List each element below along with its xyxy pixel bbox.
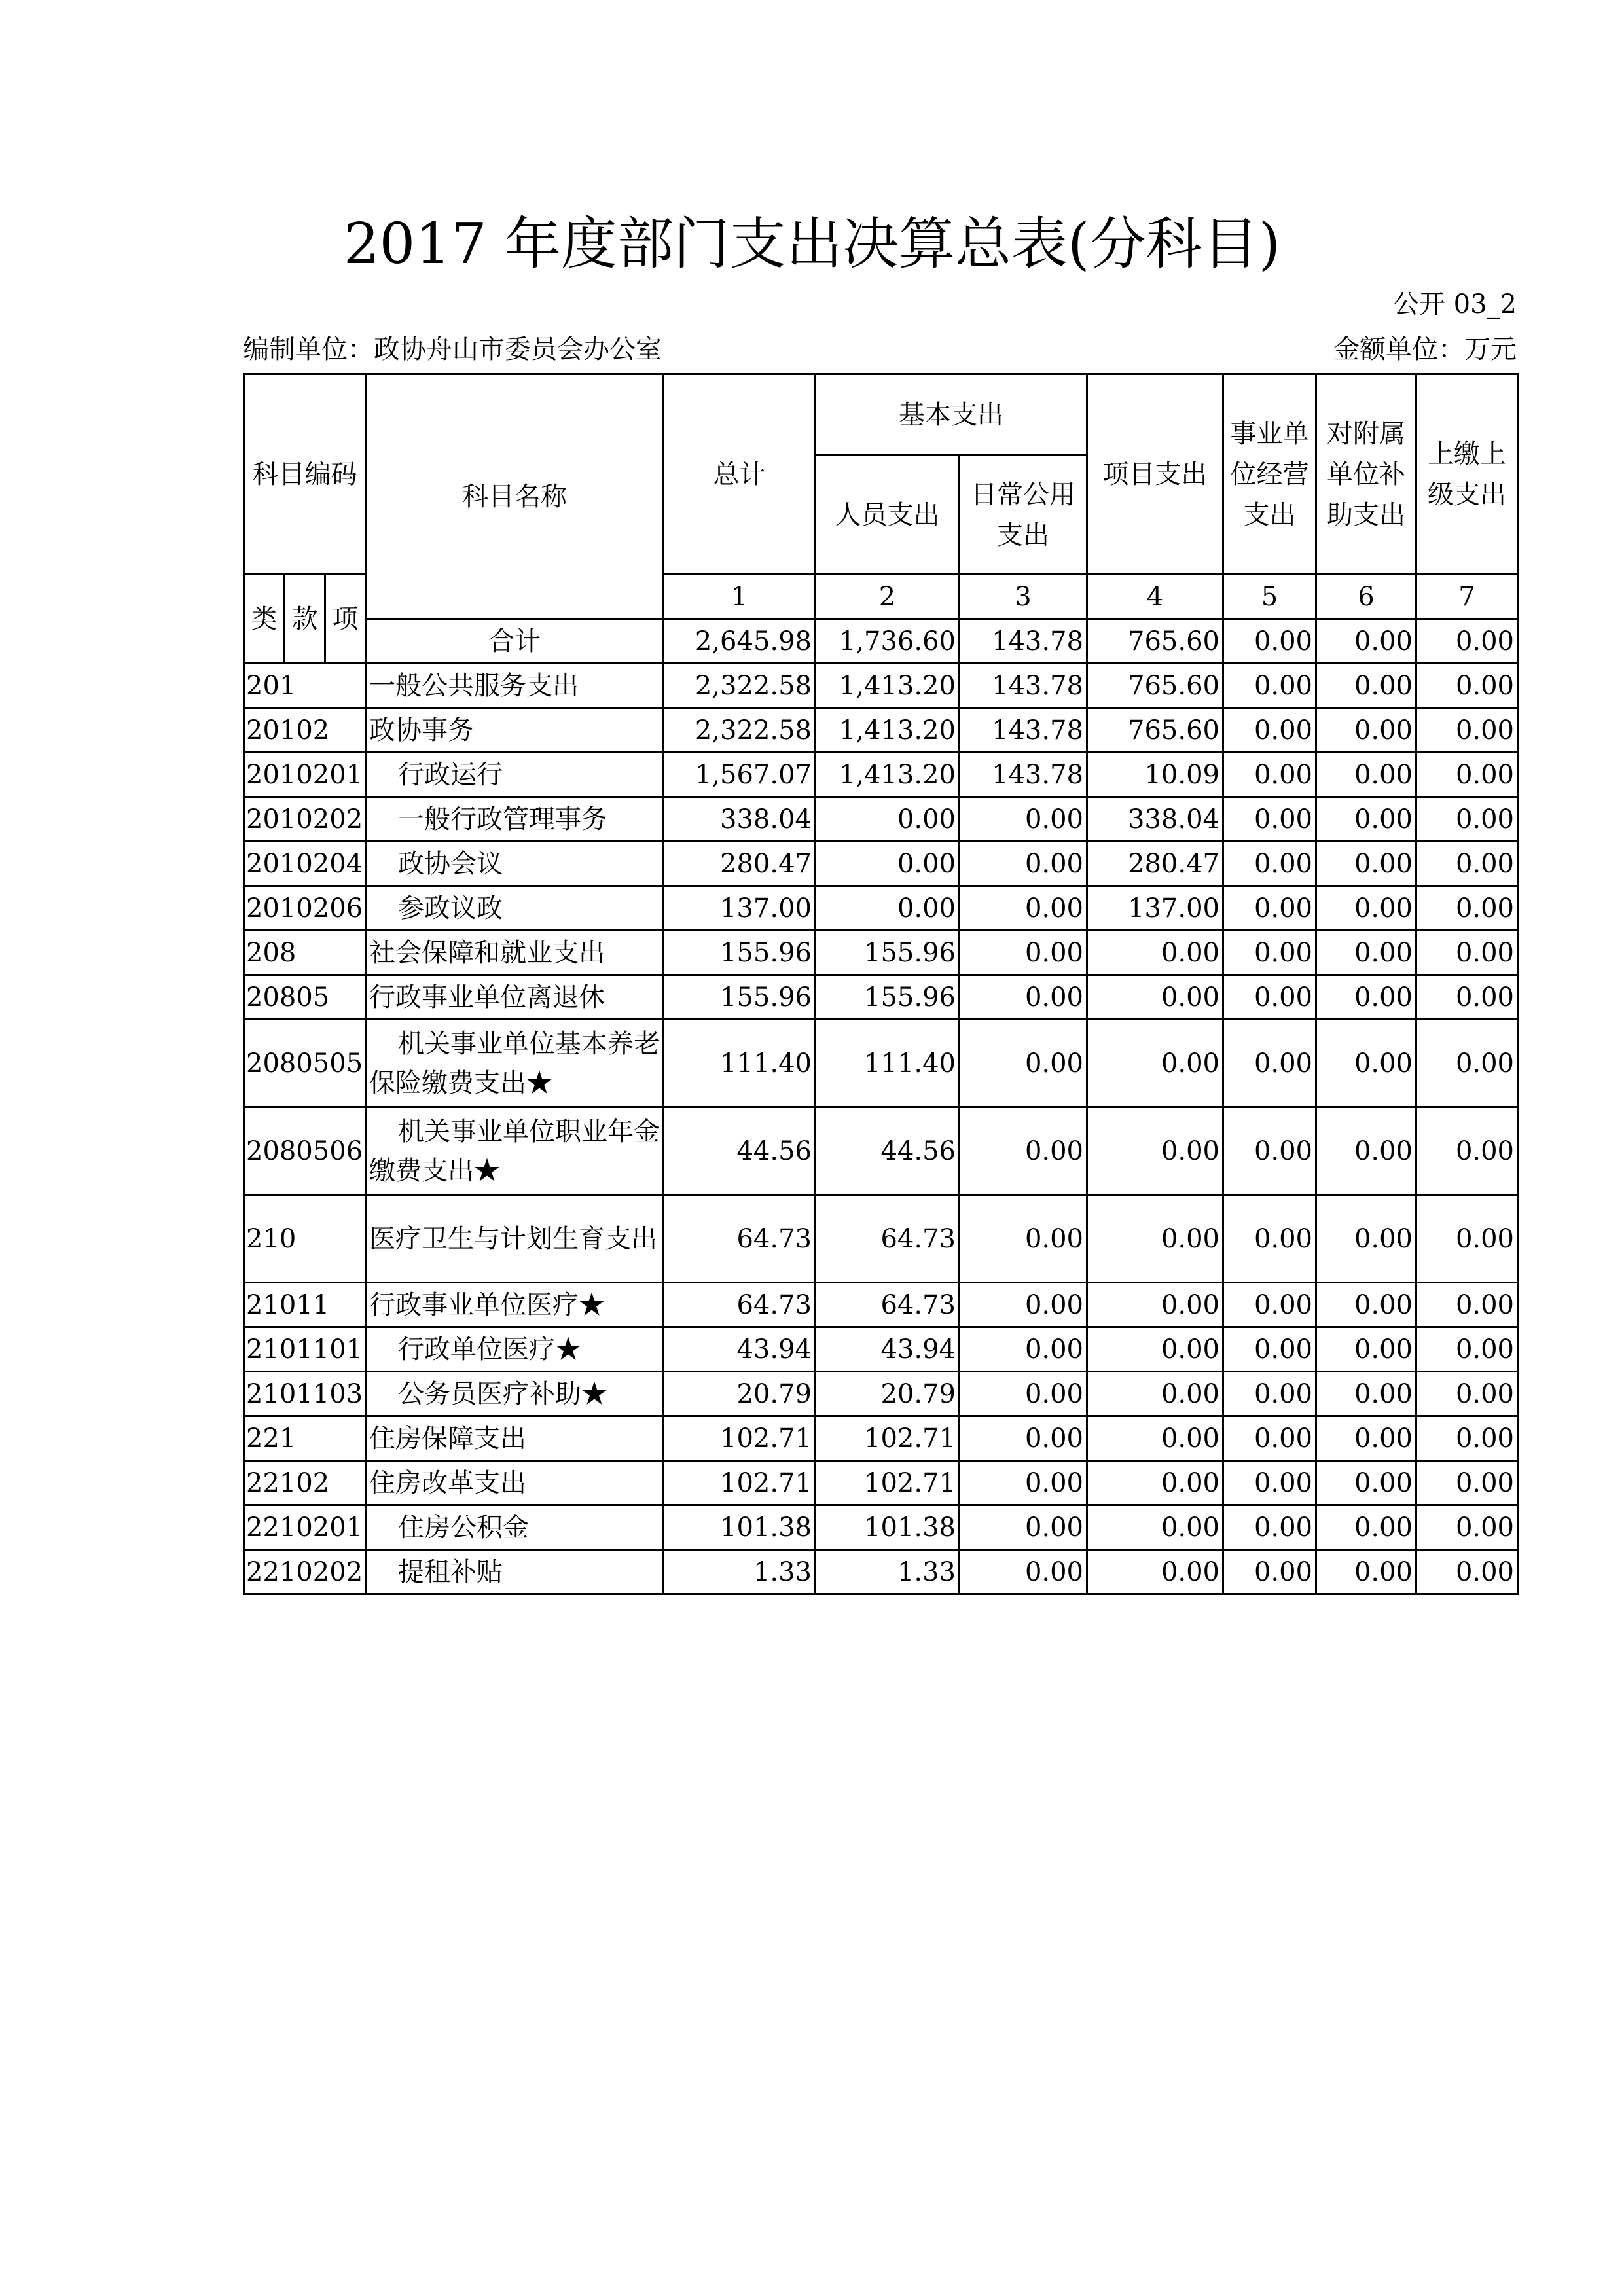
amount-cell: 0.00 — [960, 1505, 1087, 1550]
amount-cell: 1,567.07 — [664, 753, 816, 797]
subject-name: 一般公共服务支出 — [366, 664, 664, 708]
header-daily: 日常公用支出 — [960, 456, 1087, 575]
amount-cell: 0.00 — [1316, 708, 1416, 753]
subject-code: 2101103 — [244, 1372, 366, 1416]
amount-cell: 0.00 — [960, 1416, 1087, 1461]
amount-cell: 280.47 — [1087, 842, 1223, 886]
subject-name: 社会保障和就业支出 — [366, 931, 664, 975]
amount-cell: 0.00 — [960, 886, 1087, 931]
amount-cell: 0.00 — [1223, 664, 1316, 708]
amount-cell: 0.00 — [1087, 1020, 1223, 1107]
amount-cell: 0.00 — [1416, 708, 1518, 753]
total-label: 合计 — [366, 619, 664, 664]
table-row — [244, 1107, 1518, 1195]
amount-cell: 0.00 — [1223, 1327, 1316, 1372]
amount-cell: 0.00 — [1416, 753, 1518, 797]
table-row — [244, 1372, 1518, 1416]
amount-cell: 0.00 — [960, 797, 1087, 842]
amount-cell: 0.00 — [1316, 664, 1416, 708]
amount-cell: 20.79 — [664, 1372, 816, 1416]
subject-name: 机关事业单位职业年金缴费支出★ — [366, 1107, 664, 1195]
header-name: 科目名称 — [366, 374, 664, 619]
form-code: 公开 03_2 — [1392, 289, 1517, 319]
amount-cell: 0.00 — [1416, 1416, 1518, 1461]
amount-cell: 0.00 — [1316, 1195, 1416, 1283]
amount-cell: 0.00 — [816, 842, 960, 886]
amount-cell: 155.96 — [816, 931, 960, 975]
subject-name: 政协事务 — [366, 708, 664, 753]
column-number: 6 — [1316, 575, 1416, 619]
amount-cell: 0.00 — [1416, 664, 1518, 708]
amount-cell: 0.00 — [1316, 1107, 1416, 1195]
amount-cell: 143.78 — [960, 664, 1087, 708]
amount-cell: 1.33 — [816, 1550, 960, 1594]
amount-cell: 0.00 — [960, 1372, 1087, 1416]
amount-cell: 0.00 — [1416, 1195, 1518, 1283]
amount-cell: 64.73 — [816, 1283, 960, 1327]
amount-cell: 1.33 — [664, 1550, 816, 1594]
header-project: 项目支出 — [1087, 374, 1223, 575]
header-lei: 类 — [244, 575, 285, 664]
compiling-unit: 编制单位：政协舟山市委员会办公室 — [243, 334, 662, 365]
subject-code: 208 — [244, 931, 366, 975]
subject-code: 2101101 — [244, 1327, 366, 1372]
amount-cell: 0.00 — [1416, 1283, 1518, 1327]
subject-code: 221 — [244, 1416, 366, 1461]
amount-cell: 44.56 — [816, 1107, 960, 1195]
table-row — [244, 1195, 1518, 1283]
amount-cell: 43.94 — [816, 1327, 960, 1372]
table-row — [244, 1327, 1518, 1372]
amount-cell: 0.00 — [960, 1327, 1087, 1372]
amount-cell: 102.71 — [816, 1416, 960, 1461]
amount-cell: 0.00 — [1316, 1327, 1416, 1372]
amount-cell: 0.00 — [1416, 797, 1518, 842]
subject-name: 一般行政管理事务 — [366, 797, 664, 842]
column-number: 5 — [1223, 575, 1316, 619]
amount-cell: 0.00 — [1316, 931, 1416, 975]
amount-cell: 0.00 — [1087, 1550, 1223, 1594]
amount-cell: 0.00 — [1416, 1372, 1518, 1416]
amount-cell: 0.00 — [1316, 886, 1416, 931]
amount-cell: 338.04 — [1087, 797, 1223, 842]
header-code: 科目编码 — [244, 374, 366, 575]
amount-cell: 0.00 — [1087, 1505, 1223, 1550]
amount-cell: 0.00 — [1087, 1107, 1223, 1195]
amount-cell: 1,413.20 — [816, 708, 960, 753]
amount-cell: 0.00 — [1087, 1372, 1223, 1416]
amount-cell: 0.00 — [1316, 1020, 1416, 1107]
amount-cell: 0.00 — [1316, 1550, 1416, 1594]
subject-code: 210 — [244, 1195, 366, 1283]
subject-name: 机关事业单位基本养老保险缴费支出★ — [366, 1020, 664, 1107]
subject-name: 行政单位医疗★ — [366, 1327, 664, 1372]
amount-cell: 0.00 — [1223, 1020, 1316, 1107]
column-number: 1 — [664, 575, 816, 619]
amount-cell: 0.00 — [1223, 1505, 1316, 1550]
amount-cell: 0.00 — [960, 1107, 1087, 1195]
subject-name: 行政事业单位离退休 — [366, 975, 664, 1020]
table-row — [244, 886, 1518, 931]
amount-cell: 0.00 — [1223, 1550, 1316, 1594]
column-number: 2 — [816, 575, 960, 619]
subject-name: 医疗卫生与计划生育支出 — [366, 1195, 664, 1283]
amount-cell: 0.00 — [960, 1550, 1087, 1594]
total-row — [244, 619, 1518, 664]
amount-cell: 0.00 — [1316, 1372, 1416, 1416]
table-row — [244, 708, 1518, 753]
amount-cell: 137.00 — [1087, 886, 1223, 931]
amount-cell: 0.00 — [1223, 1195, 1316, 1283]
amount-cell: 0.00 — [960, 842, 1087, 886]
amount-cell: 0.00 — [1087, 1327, 1223, 1372]
amount-cell: 0.00 — [960, 1283, 1087, 1327]
amount-cell: 0.00 — [960, 1195, 1087, 1283]
amount-cell: 0.00 — [1223, 1372, 1316, 1416]
subject-name: 参政议政 — [366, 886, 664, 931]
table-row — [244, 1550, 1518, 1594]
header-xiang: 项 — [325, 575, 366, 664]
amount-cell: 765.60 — [1087, 664, 1223, 708]
subject-code: 20805 — [244, 975, 366, 1020]
subject-code: 2080505 — [244, 1020, 366, 1107]
amount-cell: 0.00 — [1416, 842, 1518, 886]
column-number: 3 — [960, 575, 1087, 619]
subject-code: 2010204 — [244, 842, 366, 886]
amount-cell: 0.00 — [1416, 1107, 1518, 1195]
subject-name: 住房保障支出 — [366, 1416, 664, 1461]
amount-cell: 338.04 — [664, 797, 816, 842]
amount-cell: 765.60 — [1087, 708, 1223, 753]
amount-cell: 0.00 — [960, 1461, 1087, 1505]
amount-cell: 0.00 — [1223, 886, 1316, 931]
amount-cell: 101.38 — [816, 1505, 960, 1550]
amount-cell: 0.00 — [1223, 1283, 1316, 1327]
table-row — [244, 1461, 1518, 1505]
subject-code: 20102 — [244, 708, 366, 753]
amount-cell: 0.00 — [1416, 975, 1518, 1020]
table-row — [244, 1283, 1518, 1327]
total-value: 143.78 — [960, 619, 1087, 664]
amount-cell: 0.00 — [1223, 797, 1316, 842]
amount-cell: 280.47 — [664, 842, 816, 886]
subject-name: 行政事业单位医疗★ — [366, 1283, 664, 1327]
header-personnel: 人员支出 — [816, 456, 960, 575]
subject-code: 2210202 — [244, 1550, 366, 1594]
amount-cell: 20.79 — [816, 1372, 960, 1416]
amount-cell: 102.71 — [664, 1461, 816, 1505]
header-business: 事业单位经营支出 — [1223, 374, 1316, 575]
amount-cell: 0.00 — [1087, 1461, 1223, 1505]
total-value: 765.60 — [1087, 619, 1223, 664]
amount-cell: 0.00 — [1316, 975, 1416, 1020]
column-number: 4 — [1087, 575, 1223, 619]
amount-cell: 102.71 — [664, 1416, 816, 1461]
document-title: 2017 年度部门支出决算总表(分科目) — [343, 211, 1281, 277]
amount-cell: 0.00 — [960, 1020, 1087, 1107]
table-row — [244, 664, 1518, 708]
amount-cell: 43.94 — [664, 1327, 816, 1372]
column-number: 7 — [1416, 575, 1518, 619]
amount-cell: 102.71 — [816, 1461, 960, 1505]
amount-cell: 0.00 — [1316, 753, 1416, 797]
amount-cell: 64.73 — [664, 1283, 816, 1327]
subject-name: 住房改革支出 — [366, 1461, 664, 1505]
amount-cell: 0.00 — [1087, 1283, 1223, 1327]
table-row — [244, 1416, 1518, 1461]
amount-cell: 0.00 — [1316, 1505, 1416, 1550]
table-row — [244, 797, 1518, 842]
table-row — [244, 931, 1518, 975]
amount-cell: 0.00 — [1223, 1416, 1316, 1461]
total-value: 0.00 — [1416, 619, 1518, 664]
subject-code: 2010201 — [244, 753, 366, 797]
amount-cell: 155.96 — [816, 975, 960, 1020]
expenditure-table — [243, 373, 1519, 1595]
subject-name: 提租补贴 — [366, 1550, 664, 1594]
subject-code: 22102 — [244, 1461, 366, 1505]
subject-name: 行政运行 — [366, 753, 664, 797]
amount-cell: 111.40 — [664, 1020, 816, 1107]
total-value: 1,736.60 — [816, 619, 960, 664]
amount-cell: 64.73 — [664, 1195, 816, 1283]
amount-cell: 64.73 — [816, 1195, 960, 1283]
amount-cell: 0.00 — [1416, 1461, 1518, 1505]
amount-cell: 0.00 — [1087, 1416, 1223, 1461]
amount-cell: 0.00 — [1316, 797, 1416, 842]
total-value: 0.00 — [1316, 619, 1416, 664]
amount-cell: 0.00 — [816, 886, 960, 931]
subject-name: 住房公积金 — [366, 1505, 664, 1550]
amount-cell: 137.00 — [664, 886, 816, 931]
amount-cell: 0.00 — [1223, 931, 1316, 975]
subject-code: 2080506 — [244, 1107, 366, 1195]
amount-cell: 0.00 — [1223, 842, 1316, 886]
amount-cell: 0.00 — [1223, 1107, 1316, 1195]
amount-cell: 101.38 — [664, 1505, 816, 1550]
amount-cell: 0.00 — [1087, 1195, 1223, 1283]
subject-name: 政协会议 — [366, 842, 664, 886]
amount-cell: 143.78 — [960, 753, 1087, 797]
amount-cell: 111.40 — [816, 1020, 960, 1107]
table-row — [244, 1505, 1518, 1550]
amount-cell: 155.96 — [664, 975, 816, 1020]
table-row — [244, 753, 1518, 797]
amount-cell: 0.00 — [1416, 931, 1518, 975]
amount-cell: 2,322.58 — [664, 664, 816, 708]
header-subsidy: 对附属单位补助支出 — [1316, 374, 1416, 575]
amount-cell: 44.56 — [664, 1107, 816, 1195]
header-remit: 上缴上级支出 — [1416, 374, 1518, 575]
subject-code: 2010202 — [244, 797, 366, 842]
subject-code: 2010206 — [244, 886, 366, 931]
amount-cell: 1,413.20 — [816, 753, 960, 797]
amount-cell: 10.09 — [1087, 753, 1223, 797]
amount-cell: 143.78 — [960, 708, 1087, 753]
table-row — [244, 975, 1518, 1020]
amount-cell: 0.00 — [1316, 842, 1416, 886]
amount-cell: 0.00 — [1087, 975, 1223, 1020]
subject-name: 公务员医疗补助★ — [366, 1372, 664, 1416]
amount-cell: 0.00 — [1316, 1416, 1416, 1461]
amount-cell: 155.96 — [664, 931, 816, 975]
amount-cell: 2,322.58 — [664, 708, 816, 753]
header-total: 总计 — [664, 374, 816, 575]
table-row — [244, 842, 1518, 886]
amount-cell: 0.00 — [1223, 1461, 1316, 1505]
header-kuan: 款 — [285, 575, 325, 664]
header-basic: 基本支出 — [816, 374, 1087, 456]
subject-code: 2210201 — [244, 1505, 366, 1550]
amount-cell: 0.00 — [1316, 1283, 1416, 1327]
amount-cell: 1,413.20 — [816, 664, 960, 708]
amount-cell: 0.00 — [960, 931, 1087, 975]
amount-cell: 0.00 — [1223, 753, 1316, 797]
amount-cell: 0.00 — [1416, 1327, 1518, 1372]
subject-code: 21011 — [244, 1283, 366, 1327]
total-value: 2,645.98 — [664, 619, 816, 664]
table-row — [244, 1020, 1518, 1107]
amount-cell: 0.00 — [1087, 931, 1223, 975]
amount-cell: 0.00 — [816, 797, 960, 842]
total-value: 0.00 — [1223, 619, 1316, 664]
amount-cell: 0.00 — [1416, 1505, 1518, 1550]
subject-code: 201 — [244, 664, 366, 708]
amount-cell: 0.00 — [1316, 1461, 1416, 1505]
amount-cell: 0.00 — [1416, 1550, 1518, 1594]
amount-cell: 0.00 — [1416, 1020, 1518, 1107]
amount-cell: 0.00 — [960, 975, 1087, 1020]
amount-cell: 0.00 — [1223, 975, 1316, 1020]
amount-cell: 0.00 — [1416, 886, 1518, 931]
amount-cell: 0.00 — [1223, 708, 1316, 753]
currency-unit: 金额单位：万元 — [1333, 334, 1517, 365]
